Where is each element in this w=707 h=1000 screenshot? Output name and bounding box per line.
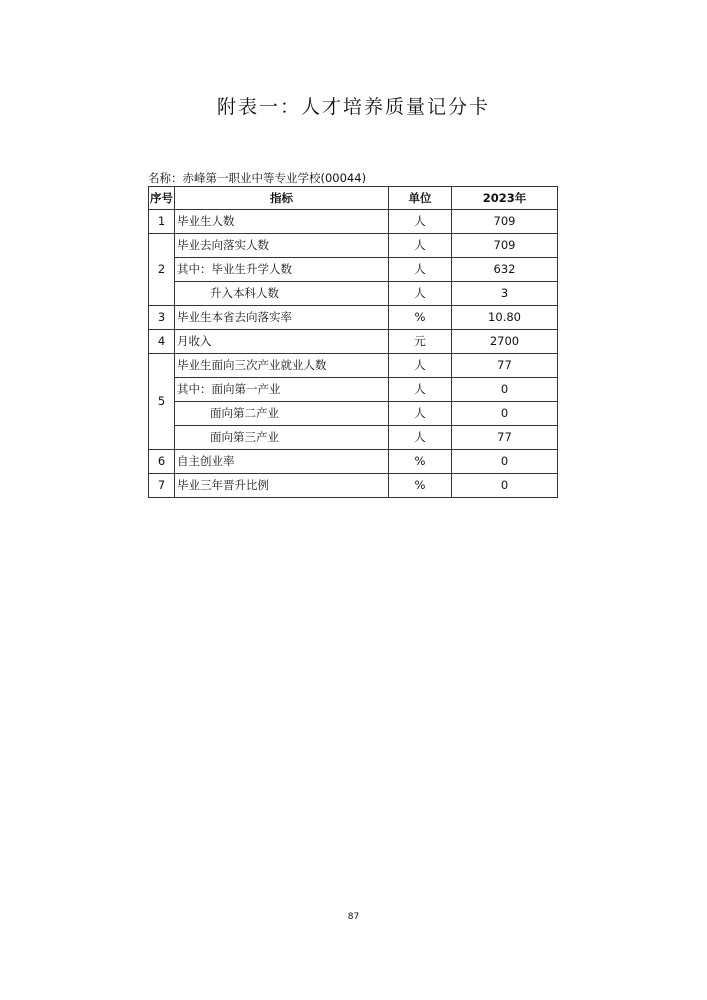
table-header-row [149, 187, 558, 210]
indicator-cell: 毕业生本省去向落实率 [175, 306, 389, 330]
value-cell: 0 [452, 378, 558, 402]
value-cell: 0 [452, 450, 558, 474]
value-cell: 709 [452, 234, 558, 258]
unit-cell: % [389, 450, 452, 474]
indicator-cell: 其中：面向第一产业 [175, 378, 389, 402]
indicator-cell: 月收入 [175, 330, 389, 354]
header-indicator: 指标 [175, 187, 389, 210]
table-row [149, 210, 558, 234]
table-row [149, 258, 558, 282]
value-cell: 77 [452, 354, 558, 378]
unit-cell: 元 [389, 330, 452, 354]
table-row [149, 378, 558, 402]
school-name: 名称：赤峰第一职业中等专业学校(00044) [148, 171, 367, 185]
indicator-cell: 毕业生人数 [175, 210, 389, 234]
unit-cell: 人 [389, 210, 452, 234]
value-cell: 0 [452, 474, 558, 498]
header-year: 2023年 [452, 187, 558, 210]
value-cell: 3 [452, 282, 558, 306]
unit-cell: 人 [389, 354, 452, 378]
scorecard-table [148, 186, 558, 498]
table-row [149, 234, 558, 258]
indicator-cell: 其中：毕业生升学人数 [175, 258, 389, 282]
indicator-cell: 面向第三产业 [175, 426, 389, 450]
value-cell: 0 [452, 402, 558, 426]
table-row [149, 282, 558, 306]
unit-cell: 人 [389, 426, 452, 450]
unit-cell: 人 [389, 258, 452, 282]
indicator-cell: 毕业去向落实人数 [175, 234, 389, 258]
row-number: 4 [149, 330, 175, 354]
indicator-cell: 毕业三年晋升比例 [175, 474, 389, 498]
row-number: 6 [149, 450, 175, 474]
unit-cell: 人 [389, 378, 452, 402]
header-no: 序号 [149, 187, 175, 210]
value-cell: 2700 [452, 330, 558, 354]
value-cell: 709 [452, 210, 558, 234]
header-unit: 单位 [389, 187, 452, 210]
row-number: 1 [149, 210, 175, 234]
indicator-cell: 毕业生面向三次产业就业人数 [175, 354, 389, 378]
row-number: 5 [149, 354, 175, 450]
page-number: 87 [347, 912, 360, 922]
unit-cell: % [389, 306, 452, 330]
table-row [149, 330, 558, 354]
page-title: 附表一：人才培养质量记分卡 [216, 96, 490, 118]
indicator-cell: 升入本科人数 [175, 282, 389, 306]
table-row [149, 402, 558, 426]
table-row [149, 474, 558, 498]
unit-cell: 人 [389, 402, 452, 426]
value-cell: 10.80 [452, 306, 558, 330]
indicator-cell: 面向第二产业 [175, 402, 389, 426]
row-number: 7 [149, 474, 175, 498]
value-cell: 77 [452, 426, 558, 450]
unit-cell: % [389, 474, 452, 498]
table-row [149, 306, 558, 330]
unit-cell: 人 [389, 282, 452, 306]
table-row [149, 426, 558, 450]
table-row [149, 450, 558, 474]
indicator-cell: 自主创业率 [175, 450, 389, 474]
row-number: 2 [149, 234, 175, 306]
row-number: 3 [149, 306, 175, 330]
table-row [149, 354, 558, 378]
value-cell: 632 [452, 258, 558, 282]
unit-cell: 人 [389, 234, 452, 258]
